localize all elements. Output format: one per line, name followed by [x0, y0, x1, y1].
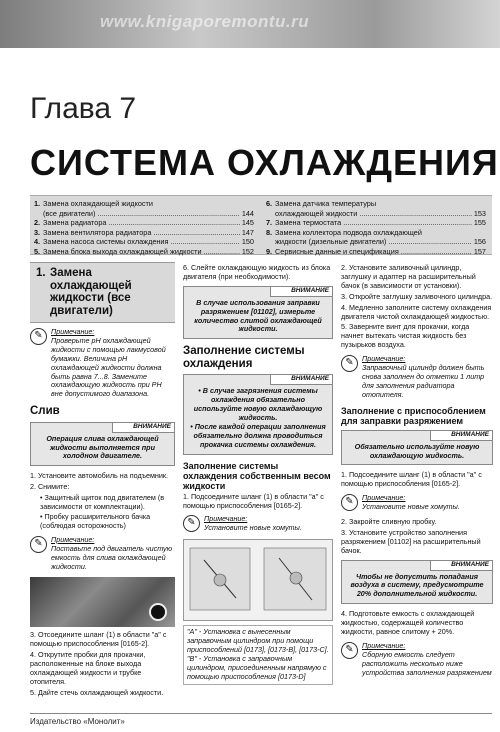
warning-box: ВНИМАНИЕ Операция слива охлаждающей жидкости выполняется при холодном двигателе. — [30, 422, 175, 467]
toc-item: 3. Замена вентилятора радиатора ..... 147 — [34, 228, 254, 238]
toc-item-cont: охлаждающей жидкости ..... 153 — [266, 209, 486, 219]
toc-item: 7. Замена термостата ..... 155 — [266, 218, 486, 228]
toc-column-right — [266, 199, 486, 257]
table-of-contents — [30, 195, 492, 255]
section-heading: 1. Замена охлаждающей жидкости (все двигатели) — [30, 262, 175, 323]
pencil-icon: ✎ — [341, 355, 358, 372]
warning-box: ВНИМАНИЕ Обязательно используйте новую охлаждающую жидкость. — [341, 430, 493, 466]
toc-item: 6. Замена датчика температуры — [266, 199, 377, 208]
toc-item: 2. Замена радиатора ..... 145 — [34, 218, 254, 228]
note: ✎ Примечание: Установите новые хомуты. — [183, 515, 333, 533]
pencil-icon: ✎ — [30, 536, 47, 553]
warning-box: ВНИМАНИЕ В случае использования заправки разряжением [01102], измерьте количество слитой охлаждающей жидкости. — [183, 286, 333, 340]
subsection-title: Заполнение с приспособлением для заправки разряжением — [341, 405, 486, 426]
subsection-title: Заполнение системы охлаждения — [183, 345, 305, 370]
engine-photo — [30, 577, 175, 627]
step: 1. Подсоедините шланг (1) в области "a" с помощью приспособления [0165-2]. — [341, 470, 482, 489]
note: ✎ Примечание: Заправочный цилиндр должен быть снова заполнен до отметки 1 литр для заполнения радиатора отопителя. — [341, 355, 493, 400]
step: 1. Подсоедините шланг (1) в области "a" с помощью приспособления [0165-2]. — [183, 491, 324, 510]
toc-item: 4. Замена насоса системы охлаждения ..... 150 — [34, 237, 254, 247]
step: 3. Установите устройство заполнения разряжением [01102] на расширительный бачок. — [341, 527, 481, 555]
step: 1. Установите автомобиль на подъемник. — [30, 471, 169, 481]
step: 3. Отсоедините шланг (1) в области "a" с помощью приспособления [0165-2]. — [30, 630, 167, 649]
toc-item-cont: (все двигатели) ..... 144 — [34, 209, 254, 219]
note: ✎ Примечание: Проверьте pH охлаждающей жидкости с помощью лакмусовой бумажки. Величина pH охлаждающей жидкости должна быть равна 7...8. Замените охлаждающую жидкость при PH вне допустимого диапазона. — [30, 328, 175, 399]
pencil-icon: ✎ — [341, 642, 358, 659]
step: 6. Слейте охлаждающую жидкость из блока двигателя (при необходимости). — [183, 263, 331, 281]
toc-item: 9. Сервисные данные и спецификация ..... 157 — [266, 247, 486, 257]
note: ✎ Примечание: Поставьте под двигатель чистую емкость для слива охлаждающей жидкости. — [30, 536, 175, 572]
diagram-svg — [184, 540, 332, 620]
pencil-icon: ✎ — [183, 515, 200, 532]
toc-item: 1. Замена охлаждающей жидкости — [34, 199, 153, 208]
step: 5. Заверните винт для прокачки, когда начнет вытекать чистая жидкость без пузырьков воздуха. — [341, 322, 470, 350]
page-title: СИСТЕМА ОХЛАЖДЕНИЯ — [30, 142, 499, 183]
logo-icon — [149, 603, 167, 621]
step: 4. Открутите пробки для прокачки, расположенные на блоке выхода охлаждающей жидкости и трубке отопителя. — [30, 650, 146, 686]
figure-caption: "A" - Установка с вынесенным заправочным цилиндром при помощи приспособлений [0173], [0173-B], [0173-C]. "B" - Установка с заправочным цилиндром, присоединенным напрямую с помощью приспособления [0173-D] — [183, 625, 333, 684]
subsection-title: Слив — [30, 405, 60, 418]
warning-box: ВНИМАНИЕ • В случае загрязнения системы охлаждения обязательно используйте новую охлаждающую жидкость. • После каждой операции заполнения обязательно должна проводиться прокачка системы охлаждения. — [183, 374, 333, 454]
step: 3. Откройте заглушку заливочного цилиндра. — [341, 291, 493, 301]
step: 2. Установите заливочный цилиндр, заглушку и адаптер на расширительный бачок (в зависимости от установки). — [341, 263, 476, 290]
column-1 — [30, 262, 175, 700]
step: 2. Закройте сливную пробку. — [341, 517, 437, 527]
header-strip — [0, 0, 500, 48]
toc-item-cont: жидкости (дизельные двигатели) ..... 156 — [266, 237, 486, 247]
step: 4. Медленно заполните систему охлаждения двигателя чистой охлаждающей жидкостью. — [341, 302, 492, 321]
pencil-icon: ✎ — [341, 494, 358, 511]
note: ✎ Примечание: Установите новые хомуты. — [341, 494, 493, 512]
bullet: • Пробку расширительного бачка (соблюдая осторожность) — [40, 512, 151, 530]
footer-publisher: Издательство «Монолит» — [30, 717, 125, 726]
column-2 — [183, 262, 333, 685]
note: ✎ Примечание: Сборную емкость следует расположить несколько ниже устройства заполнения разряжением — [341, 642, 493, 678]
step: 4. Подготовьте емкость с охлаждающей жидкостью, содержащей количество жидкости, равное слитому + 20%. — [341, 609, 475, 637]
column-3 — [341, 262, 493, 684]
pencil-icon: ✎ — [30, 328, 47, 345]
toc-item: 8. Замена коллектора подвода охлаждающей — [266, 227, 422, 237]
bullet: • Защитный щиток под двигателем (в зависимости от комплектации). — [40, 493, 165, 512]
step: 5. Дайте стечь охлаждающей жидкости. — [30, 687, 164, 697]
watermark: www.knigaporemontu.ru — [100, 12, 310, 31]
toc-item: 5. Замена блока выхода охлаждающей жидкости ..... 152 — [34, 247, 254, 257]
step: 2. Снимите: — [30, 482, 70, 492]
filling-diagram — [183, 539, 333, 621]
chapter-heading: Глава 7 — [30, 92, 137, 125]
subsection-title: Заполнение системы охлаждения собственным весом жидкости — [183, 460, 331, 491]
warning-box: ВНИМАНИЕ Чтобы не допустить попадания воздуха в систему, предусмотрите 20% дополнительной жидкости. — [341, 560, 493, 605]
toc-column-left — [34, 199, 254, 257]
footer-divider — [30, 713, 492, 714]
